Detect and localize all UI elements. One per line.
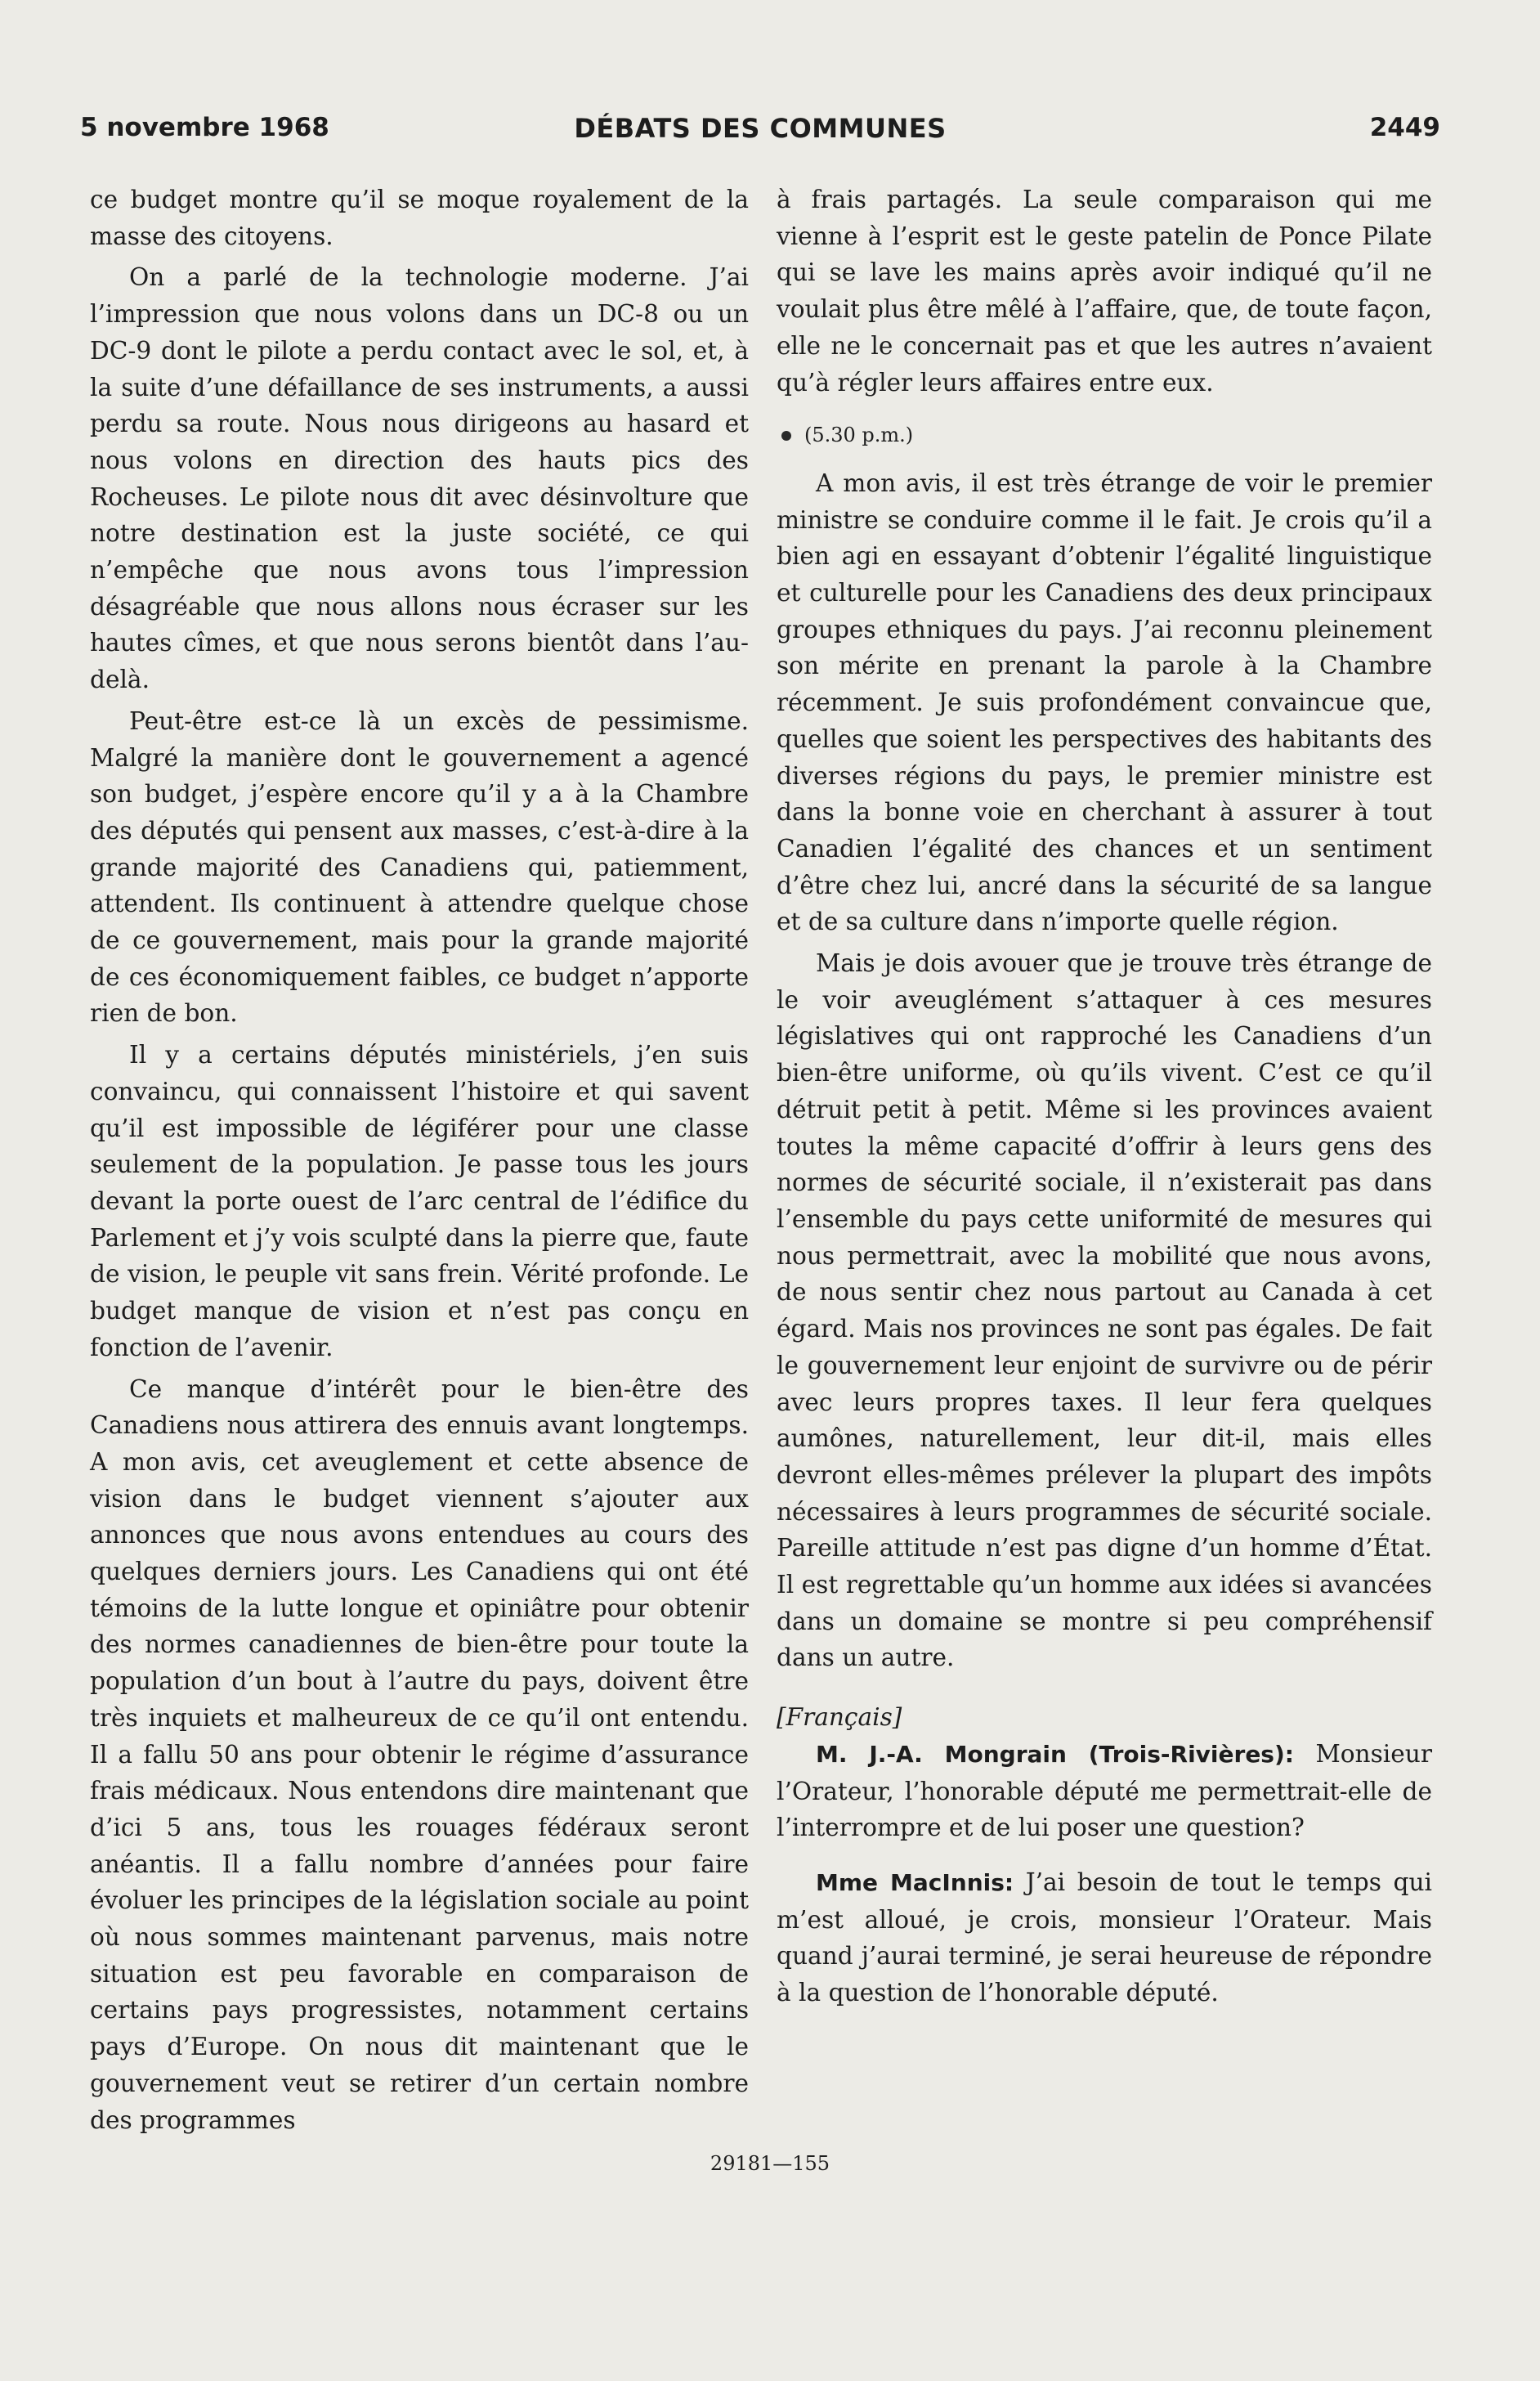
speech-paragraph — [777, 1736, 1432, 1846]
right-column — [777, 182, 1432, 2011]
paragraph: A mon avis, il est très étrange de voir le premier ministre se conduire comme il le fait. Je crois qu’il a bien agi en essayant d’obtenir l’égalité linguistique et culturelle pour les Canadiens des deux principaux groupes ethniques du pays. J’ai reconnu pleinement son mérite en prenant la parole à la Chambre récemment. Je suis profondément convaincue que, quelles que soient les perspectives des habitants des diverses régions du pays, le premier ministre est dans la bonne voie en cherchant à assurer à tout Canadien l’égalité des chances et un sentiment d’être chez lui, ancré dans la sécurité de sa langue et de sa culture dans n’importe quelle région. — [777, 469, 1432, 936]
page-footer: 29181—155 — [710, 2152, 830, 2175]
speaker-name: Mme MacInnis: — [816, 1868, 1014, 1896]
speech-paragraph — [777, 1864, 1432, 2011]
paragraph: Ce manque d’intérêt pour le bien-être des Canadiens nous attirera des ennuis avant longtemps. A mon avis, cet aveuglement et cette absence de vision dans le budget viennent s’ajouter aux annonces que nous avons entendues au cours des quelques derniers jours. Les Canadiens qui ont été témoins de la lutte longue et opiniâtre pour obtenir des normes canadiennes de bien-être pour toute la population d’un bout à l’autre du pays, doivent être très inquiets et malheureux de ce qu’il ont entendu. Il a fallu 50 ans pour obtenir le régime d’assurance frais médicaux. Nous entendons dire maintenant que d’ici 5 ans, tous les rouages fédéraux seront anéantis. Il a fallu nombre d’années pour faire évoluer les principes de la législation sociale au point où nous sommes maintenant parvenus, mais notre situation est peu favorable en comparaison de certains pays progressistes, notamment certains pays d’Europe. On nous dit maintenant que le gouvernement veut se retirer d’un certain nombre des programmes — [90, 1374, 749, 2134]
paragraph: On a parlé de la technologie moderne. J’ai l’impression que nous volons dans un DC-8 ou un DC-9 dont le pilote a perdu contact avec le sol, et, à la suite d’une défaillance de ses instruments, a aussi perdu sa route. Nous nous dirigeons au hasard et nous volons en direction des hauts pics des Rocheuses. Le pilote nous dit avec désinvolture que notre destination est la juste société, ce qui n’empêche que nous avons tous l’impression désagréable que nous allons nous écraser sur les hautes cîmes, et que nous serons bientôt dans l’au-delà. — [90, 263, 749, 694]
page-header — [80, 113, 1440, 162]
speech-text: J’ai besoin de tout le temps qui m’est alloué, je crois, monsieur l’Orateur. Mais quand j’aurai terminé, je serai heureuse de répondre à la question de l’honorable député. — [777, 1868, 1432, 2007]
paragraph: à frais partagés. La seule comparaison qui me vienne à l’esprit est le geste patelin de Ponce Pilate qui se lave les mains après avoir indiqué qu’il ne voulait plus être mêlé à l’affaire, que, de toute façon, elle ne le concernait pas et que les autres n’avaient qu’à régler leurs affaires entre eux. — [777, 186, 1432, 397]
header-title: DÉBATS DES COMMUNES — [574, 113, 947, 144]
bullet-icon — [781, 431, 791, 441]
paragraph: ce budget montre qu’il se moque royalement de la masse des citoyens. — [90, 186, 749, 250]
language-marker: [Français] — [777, 1703, 902, 1732]
time-marker — [777, 417, 1432, 454]
header-date: 5 novembre 1968 — [80, 113, 329, 142]
paragraph: Il y a certains députés ministériels, j’en suis convaincu, qui connaissent l’histoire et qui savent qu’il est impossible de légiférer pour une classe seulement de la population. Je passe tous les jours devant la porte ouest de l’arc central de l’édifice du Parlement et j’y vois sculpté dans la pierre que, faute de vision, le peuple vit sans frein. Vérité profonde. Le budget manque de vision et n’est pas conçu en fonction de l’avenir. — [90, 1041, 749, 1361]
speaker-name: M. J.-A. Mongrain (Trois-Rivières): — [816, 1740, 1294, 1768]
paragraph: Mais je dois avouer que je trouve très étrange de le voir aveuglément s’attaquer à ces mesures législatives qui ont rapproché les Canadiens d’un bien-être uniforme, où qu’ils vivent. C’est ce qu’il détruit petit à petit. Même si les provinces avaient toutes la même capacité d’offrir à leurs gens des normes de sécurité sociale, il n’existerait pas dans l’ensemble du pays cette uniformité de mesures qui nous permettrait, avec la mobilité que nous avons, de nous sentir chez nous partout au Canada à cet égard. Mais nos provinces ne sont pas égales. De fait le gouvernement leur enjoint de survivre ou de périr avec leurs propres taxes. Il leur fera quelques aumônes, naturellement, leur dit-il, mais elles devront elles-mêmes prélever la plupart des impôts nécessaires à leurs programmes de sécurité sociale. Pareille attitude n’est pas digne d’un homme d’État. Il est regrettable qu’un homme aux idées si avancées dans un domaine se montre si peu compréhensif dans un autre. — [777, 949, 1432, 1672]
left-column — [90, 182, 749, 2138]
paragraph: Peut-être est-ce là un excès de pessimisme. Malgré la manière dont le gouvernement a agencé son budget, j’espère encore qu’il y a à la Chambre des députés qui pensent aux masses, c’est-à-dire à la grande majorité des Canadiens qui, patiemment, attendent. Ils continuent à attendre quelque chose de ce gouvernement, mais pour la grande majorité de ces économiquement faibles, ce budget n’apporte rien de bon. — [90, 706, 749, 1028]
page-number: 2449 — [1369, 113, 1440, 142]
speech-text: Monsieur l’Orateur, l’honorable député me permettrait-elle de l’interrompre et de lui poser une question? — [777, 1739, 1432, 1842]
time-label: (5.30 p.m.) — [804, 424, 914, 447]
